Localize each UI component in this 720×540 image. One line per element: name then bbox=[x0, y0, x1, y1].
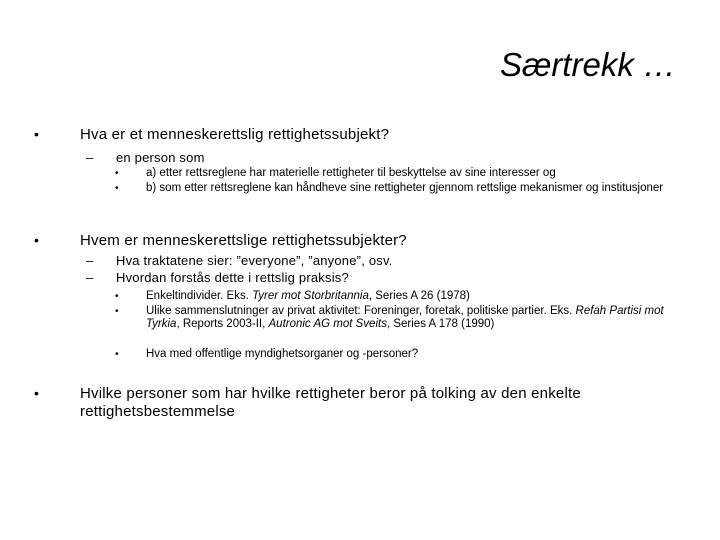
bullet-marker: • bbox=[115, 306, 119, 317]
bullet-marker: • bbox=[34, 232, 39, 248]
bullet-text: Hvilke personer som har hvilke rettigheter beror på tolking av den enkelte rettighetsbestemmelse bbox=[80, 385, 581, 420]
dash-marker: – bbox=[86, 253, 94, 268]
sub-sub-bullet-text: b) som etter rettsreglene kan håndheve sine rettigheter gjennom rettslige mekanismer og institusjoner bbox=[146, 182, 664, 194]
bullet-marker: • bbox=[115, 349, 119, 360]
dash-marker: – bbox=[86, 150, 94, 165]
bullet-text: Hvem er menneskerettslige rettighetssubjekter? bbox=[80, 232, 407, 249]
bullet-text: Hva er et menneskerettslig rettighetssubjekt? bbox=[80, 126, 390, 143]
bullet-marker: • bbox=[34, 126, 39, 142]
bullet-marker: • bbox=[115, 183, 119, 194]
sub-sub-bullet-text: Enkeltindivider. Eks. Tyrer mot Storbritannia, Series A 26 (1978) bbox=[146, 290, 470, 302]
bullet-marker: • bbox=[115, 168, 119, 179]
sub-sub-bullet-text: Hva med offentlige myndighetsorganer og -personer? bbox=[146, 348, 419, 360]
bullet-marker: • bbox=[115, 291, 119, 302]
bullet-marker: • bbox=[34, 385, 39, 401]
sub-sub-bullet-text: a) etter rettsreglene har materielle rettigheter til beskyttelse av sine interesser og bbox=[146, 167, 556, 179]
dash-marker: – bbox=[86, 270, 94, 285]
slide-title: Særtrekk … bbox=[499, 46, 676, 83]
sub-bullet-text: Hva traktatene sier: ”everyone”, ”anyone”, osv. bbox=[116, 253, 393, 268]
sub-bullet-text: en person som bbox=[116, 150, 205, 165]
sub-bullet-text: Hvordan forstås dette i rettslig praksis? bbox=[116, 270, 349, 285]
sub-sub-bullet-text: Ulike sammenslutninger av privat aktivitet: Foreninger, foretak, politiske partier. Eks. Refah Partisi mot Tyrkia, Reports 2003-II, Autronic AG mot Sveits, Series A 178 (1990) bbox=[146, 305, 664, 330]
